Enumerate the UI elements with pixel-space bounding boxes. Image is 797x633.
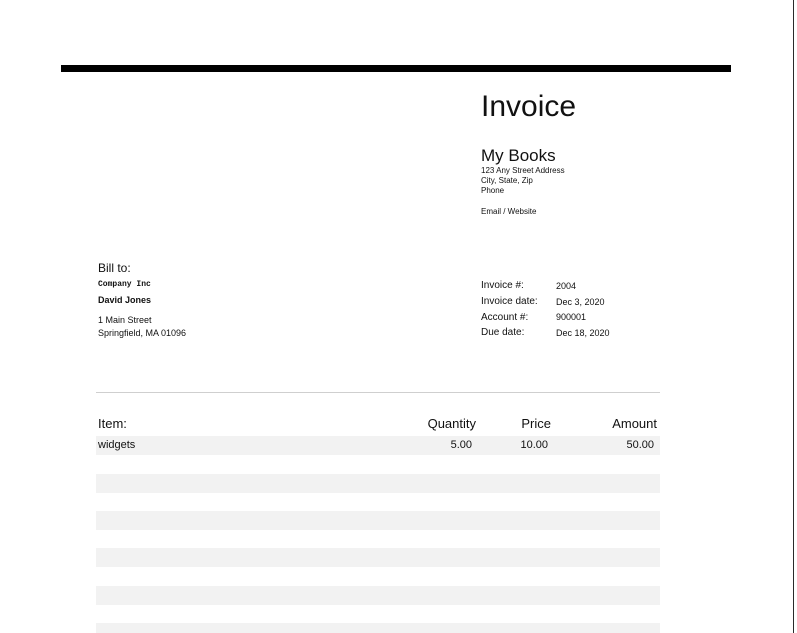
- bill-to-address-line: 1 Main Street: [98, 315, 152, 325]
- account-number-row: [481, 309, 610, 325]
- table-row-empty: [96, 474, 660, 493]
- table-row-empty: [96, 530, 660, 549]
- table-row-empty: [96, 548, 660, 567]
- due-date: Dec 18, 2020: [556, 327, 610, 338]
- company-address-line: 123 Any Street Address: [481, 166, 565, 175]
- invoice-date: Dec 3, 2020: [556, 296, 605, 307]
- header-rule: [61, 65, 731, 72]
- table-row-empty: [96, 493, 660, 512]
- due-date-row: [481, 325, 610, 341]
- column-header-quantity: Quantity: [427, 416, 476, 431]
- cell-item: widgets: [98, 439, 136, 451]
- company-contact: Email / Website: [481, 207, 537, 216]
- table-row-empty: [96, 623, 660, 633]
- invoice-number-row: [481, 278, 610, 294]
- column-header-amount: Amount: [612, 416, 657, 431]
- company-address-line: City, State, Zip: [481, 176, 533, 185]
- cell-quantity: 5.00: [450, 439, 472, 451]
- bill-to-label: Bill to:: [98, 261, 131, 275]
- cell-amount: 50.00: [626, 439, 654, 451]
- meta-label: Account #:: [481, 311, 529, 323]
- table-row-empty: [96, 586, 660, 605]
- table-row-empty: [96, 605, 660, 624]
- invoice-date-row: [481, 294, 610, 310]
- company-name: My Books: [481, 146, 556, 165]
- bill-to-company: Company Inc: [98, 280, 151, 289]
- column-header-item: Item:: [98, 416, 127, 431]
- meta-label: Due date:: [481, 327, 525, 339]
- bill-to-address: [98, 314, 186, 340]
- meta-label: Invoice date:: [481, 296, 538, 308]
- bill-to-name: David Jones: [98, 295, 152, 305]
- table-divider: [96, 392, 660, 393]
- invoice-title: Invoice: [481, 90, 577, 123]
- table-row-empty: [96, 567, 660, 586]
- cell-price: 10.00: [520, 439, 548, 451]
- bill-to-address-line: Springfield, MA 01096: [98, 328, 187, 338]
- company-address-line: Phone: [481, 186, 505, 195]
- company-address: [481, 166, 565, 196]
- table-row: [96, 436, 660, 455]
- meta-label: Invoice #:: [481, 280, 524, 292]
- table-row-empty: [96, 455, 660, 474]
- column-header-price: Price: [521, 416, 551, 431]
- page-border: [793, 0, 794, 633]
- invoice-number: 2004: [556, 280, 577, 291]
- account-number: 900001: [556, 312, 587, 323]
- table-row-empty: [96, 511, 660, 530]
- invoice-meta: [481, 278, 610, 341]
